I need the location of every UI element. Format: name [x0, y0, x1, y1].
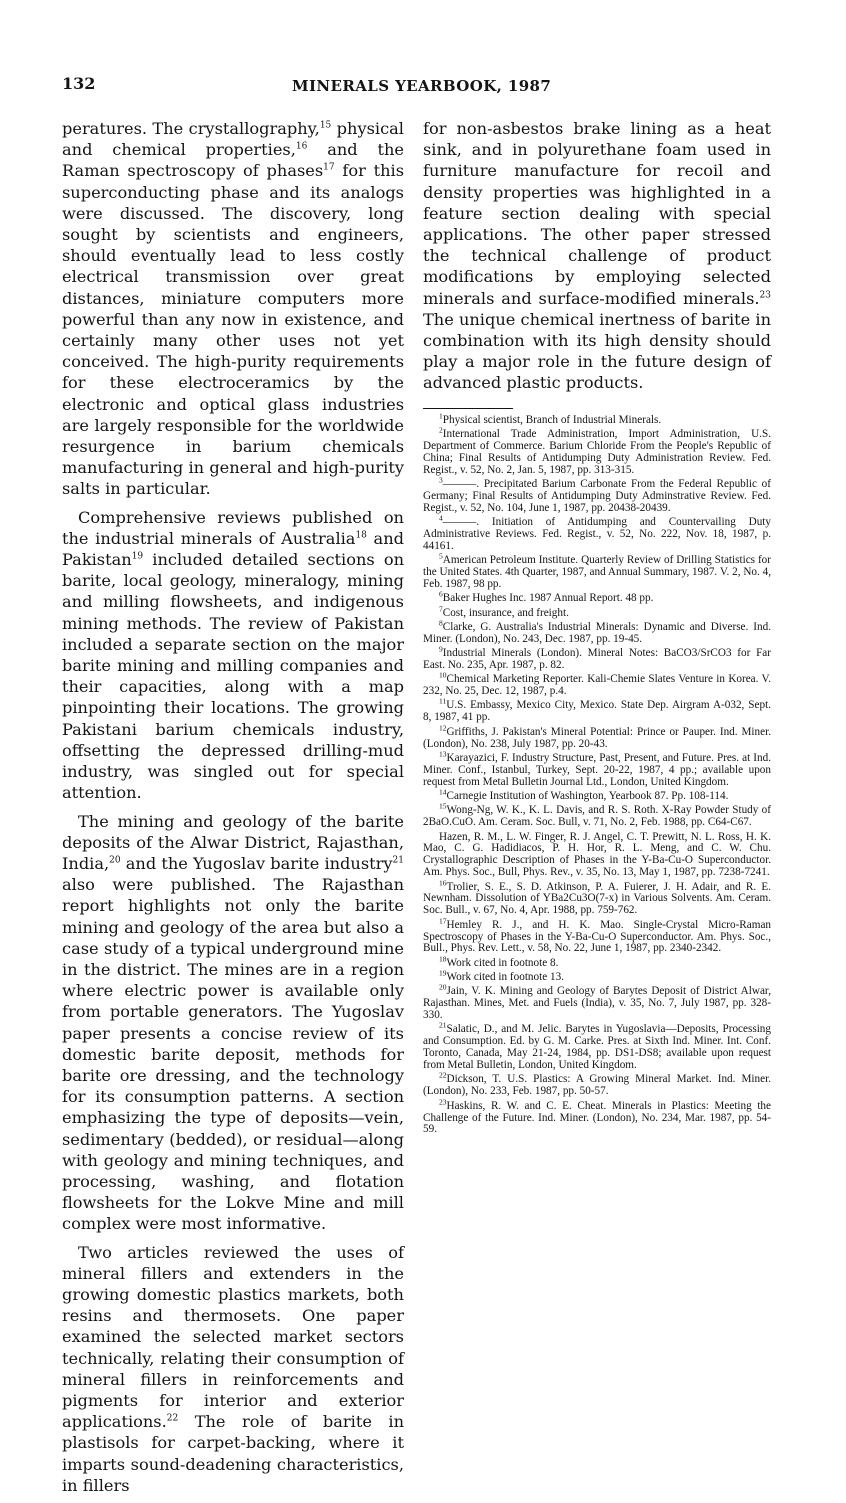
footnote-number: 3 — [439, 475, 443, 485]
footnote — [423, 425, 771, 477]
body-paragraph: Two articles reviewed the uses of mineral fillers and extenders in the growing domestic plastics markets, both resins and thermosets. One paper examined the selected market sectors technically, relating their consumption of mineral fillers in reinforcements and pigments for interior and exterior applications.$^{22}$ The role of barite in plastisols for carpet-backing, where it imparts sound-deadening characteristics, in fillers — [62, 1242, 404, 1495]
footnote — [423, 1070, 771, 1098]
footnote-text: Cost, insurance, and freight. — [442, 606, 569, 619]
footnote-text: Griffiths, J. Pakistan's Mineral Potential: Prince or Pauper. Ind. Miner. (London), No. 238, July 1987, pp. 20-43. — [423, 725, 771, 750]
footnote-text: Work cited in footnote 13. — [446, 971, 564, 984]
footnote-number: 7 — [439, 603, 443, 613]
footnote-text: Jain, V. K. Mining and Geology of Barytes Deposit of District Alwar, Rajasthan. Mines, Met. and Fuels (India), v. 35, No. 7, July 1987, pp. 328-330. — [423, 985, 771, 1022]
footnote-text: Hemley R. J., and H. K. Mao. Single-Crystal Micro-Raman Spectroscopy of Phases in the Y-Ba-Cu-O Superconductor. Am. Phys. Soc., Bull., Phys. Rev. Lett., v. 58, No. 22, June 1, 1987, pp. 2340-2342. — [423, 918, 771, 955]
footnote-number: 22 — [439, 1070, 447, 1080]
footnote — [423, 551, 771, 591]
footnote-number: 15 — [439, 801, 447, 811]
footnote-text: Dickson, T. U.S. Plastics: A Growing Mineral Market. Ind. Miner. (London), No. 233, Feb. 1987, pp. 50-57. — [423, 1073, 771, 1098]
footnote — [423, 410, 771, 427]
footnote-number: 21 — [439, 1020, 447, 1030]
footnote-text: Clarke, G. Australia's Industrial Minerals: Dynamic and Diverse. Ind. Miner. (London), No. 243, Dec. 1987, pp. 19-45. — [423, 620, 771, 645]
footnote-number: 12 — [439, 722, 447, 732]
footnote-number: 17 — [439, 915, 447, 925]
footnote — [423, 787, 771, 803]
body-paragraph: peratures. The crystallography,$^{15}$ physical and chemical properties,$^{16}$ and the Raman spectroscopy of phases$^{17}$ for this superconducting phase and its analogs were discussed. The discovery, long sought by scientists and engineers, should eventually lead to less costly electrical transmission over great distances, miniature computers more powerful than any now in existence, and certainly many other uses not yet conceived. The high-purity requirements for these electroceramics by the electronic and optical glass industries are largely responsible for the worldwide resurgence in barium chemicals manufacturing in general and high-purity salts in particular. — [62, 119, 404, 499]
footnote-text: Salatic, D., and M. Jelic. Barytes in Yugoslavia—Deposits, Processing and Consumption. Ed. by G. M. Carke. Pres. at Sixth Ind. Miner. Int. Conf. Toronto, Canada, May 21-24, 1984, pp. DS1-DS8; available upon request from Metal Bulletin, London, United Kingdom. — [423, 1023, 771, 1072]
running-title: MINERALS YEARBOOK, 1987 — [292, 77, 552, 95]
footnote — [423, 475, 771, 515]
left-column — [62, 118, 404, 1503]
footnote-number: 9 — [439, 644, 443, 654]
right-column — [423, 118, 771, 1139]
footnote — [423, 968, 771, 984]
footnote-divider — [423, 408, 513, 409]
footnote — [423, 877, 771, 918]
footnote-text: Industrial Minerals (London). Mineral Notes: BaCO3/SrCO3 for Far East. No. 235, Apr. 1987, p. 82. — [423, 647, 771, 671]
body-paragraph: Comprehensive reviews published on the industrial minerals of Australia$^{18}$ and Pakistan$^{19}$ included detailed sections on barite, local geology, mineralogy, mining and milling flowsheets, and indigenous mining methods. The review of Pakistan included a separate section on the major barite mining and milling companies and their capacities, along with a map pinpointing their locations. The growing Pakistani barium chemicals industry, offsetting the depressed drilling-mud industry, was singled out for special attention. — [62, 507, 404, 803]
footnote — [423, 722, 771, 751]
footnote-text: Chemical Marketing Reporter. Kali-Chemie Slates Venture in Korea. V. 232, No. 25, Dec. 12, 1987, p.4. — [423, 673, 771, 698]
footnote — [423, 982, 771, 1022]
footnote-text: Wong-Ng, W. K., K. L. Davis, and R. S. Roth. X-Ray Powder Study of 2BaO.CuO. Am. Ceram. Soc. Bull, v. 71, No. 2, Feb. 1988, pp. C64-C67. — [423, 804, 771, 829]
footnote-number: 20 — [439, 982, 447, 992]
footnote-number: 4 — [439, 513, 443, 523]
page-number: 132 — [62, 74, 96, 93]
footnote-text: Work cited in footnote 8. — [446, 956, 559, 969]
footnote — [423, 696, 771, 724]
footnote — [423, 603, 771, 620]
footnote-text: Haskins, R. W. and C. E. Cheat. Minerals in Plastics: Meeting the Challenge of the Future. Ind. Miner. (London), No. 234, Mar. 1987, pp. 54-59. — [423, 1099, 771, 1136]
footnote-number: 19 — [439, 968, 447, 978]
footnote-number: 11 — [439, 696, 447, 706]
footnote — [423, 670, 771, 698]
footnote — [423, 618, 771, 646]
footnote-number: 2 — [439, 425, 443, 435]
footnote-number: 18 — [439, 954, 447, 963]
footnote-text: Carnegie Institution of Washington, Yearbook 87. Pp. 108-114. — [446, 790, 729, 802]
footnote — [423, 801, 771, 829]
footnote — [423, 644, 771, 672]
footnote — [423, 954, 771, 970]
footnote-text: Trolier, S. E., S. D. Atkinson, P. A. Fuierer, J. H. Adair, and R. E. Newnham. Dissolution of YBa2Cu3O(7-x) in Various Solvents. Am. Ceram. Soc. Bull., v. 67, No. 4, Apr. 1988, pp. 759-762. — [423, 880, 771, 917]
footnote-text: U.S. Embassy, Mexico City, Mexico. State Dep. Airgram A-032, Sept. 8, 1987, 41 pp. — [423, 699, 771, 724]
footnotes-list — [423, 410, 771, 1137]
footnote-number: 10 — [439, 670, 447, 680]
footnote — [423, 915, 771, 956]
footnote — [423, 749, 771, 789]
footnote — [423, 589, 771, 605]
footnote — [423, 832, 771, 880]
footnote-text: ———. Precipitated Barium Carbonate From the Federal Republic of Germany; Final Results of Antidumping Duty Adminstrative Review. Fed. Regist., v. 52, No. 104, June 1, 1987, pp. 20438-20439. — [423, 477, 771, 514]
footnote-text: Karayazici, F. Industry Structure, Past, Present, and Future. Pres. at Ind. Miner. Conf., Istanbul, Turkey, Sept. 20-22, 1987, 4 pp.; available upon request from Metal Bulletin Journal Ltd., London, United Kingdom. — [423, 751, 771, 788]
footnote-number: 23 — [439, 1096, 447, 1106]
footnote-number: 5 — [439, 551, 443, 561]
footnote-text: Hazen, R. M., L. W. Finger, R. J. Angel, C. T. Prewitt, N. L. Ross, H. K. Mao, C. G. Hadidiacos, P. H. Hor, R. L. Meng, and C. W. Chu. Crystallographic Description of Phases in the Y-Ba-Cu-O Superconductor. Am. Phys. Soc., Bull, Phys. Rev., v. 35, No. 13, May 1, 1987, pp. 7238-7241. — [423, 830, 771, 879]
footnote-text: Physical scientist, Branch of Industrial Minerals. — [442, 413, 662, 426]
body-paragraph: The mining and geology of the barite deposits of the Alwar District, Rajasthan, India,$^{20}$ and the Yugoslav barite industry$^{21}$ also were published. The Rajasthan report highlights not only the barite mining and geology of the area but also a case study of a typical underground mine in the district. The mines are in a region where electric power is available only from portable generators. The Yugoslav paper presents a concise review of its domestic barite deposit, methods for barite ore dressing, and the technology for its consumption patterns. A section emphasizing the type of deposits—vein, sedimentary (bedded), or residual—along with geology and mining techniques, and processing, washing, and flotation flowsheets for the Lokve Mine and mill complex were most informative. — [62, 811, 404, 1234]
footnote-text: Baker Hughes Inc. 1987 Annual Report. 48 pp. — [442, 592, 654, 605]
footnote-text: ———. Initiation of Antidumping and Countervailing Duty Administrative Reviews. Fed. Regist., v. 52, No. 222, Nov. 18, 1987, p. 44161. — [423, 516, 771, 552]
footnote — [423, 1020, 771, 1072]
footnote — [423, 1096, 771, 1137]
footnote-text: International Trade Administration, Import Administration, U.S. Department of Commerce. Barium Chloride From the People's Republic of China; Final Results of Antidumping Duty Administration Review. Fed. Regist., v. 52, No. 2, Jan. 5, 1987, pp. 313-315. — [423, 427, 771, 476]
footnote-text: American Petroleum Institute. Quarterly Review of Drilling Statistics for the United States. 4th Quarter, 1987, and Annual Summary, 1987. V. 2, No. 4, Feb. 1987, 98 pp. — [423, 554, 771, 590]
footnote — [423, 513, 771, 553]
footnote-number: 13 — [439, 749, 447, 759]
footnote-number: 14 — [439, 787, 447, 797]
body-paragraph: for non-asbestos brake lining as a heat sink, and in polyurethane foam used in furniture manufacture for recoil and density properties was highlighted in a feature section dealing with special applications. The other paper stressed the technical challenge of product modifications by employing selected minerals and surface-modified minerals.$^{23}$ The unique chemical inertness of barite in combination with its high density should play a major role in the future design of advanced plastic products. — [423, 119, 771, 393]
footnote-number: 6 — [439, 589, 443, 599]
footnote-number: 16 — [439, 877, 447, 887]
footnote-number: 1 — [439, 410, 443, 420]
footnote-number: 8 — [439, 618, 443, 628]
